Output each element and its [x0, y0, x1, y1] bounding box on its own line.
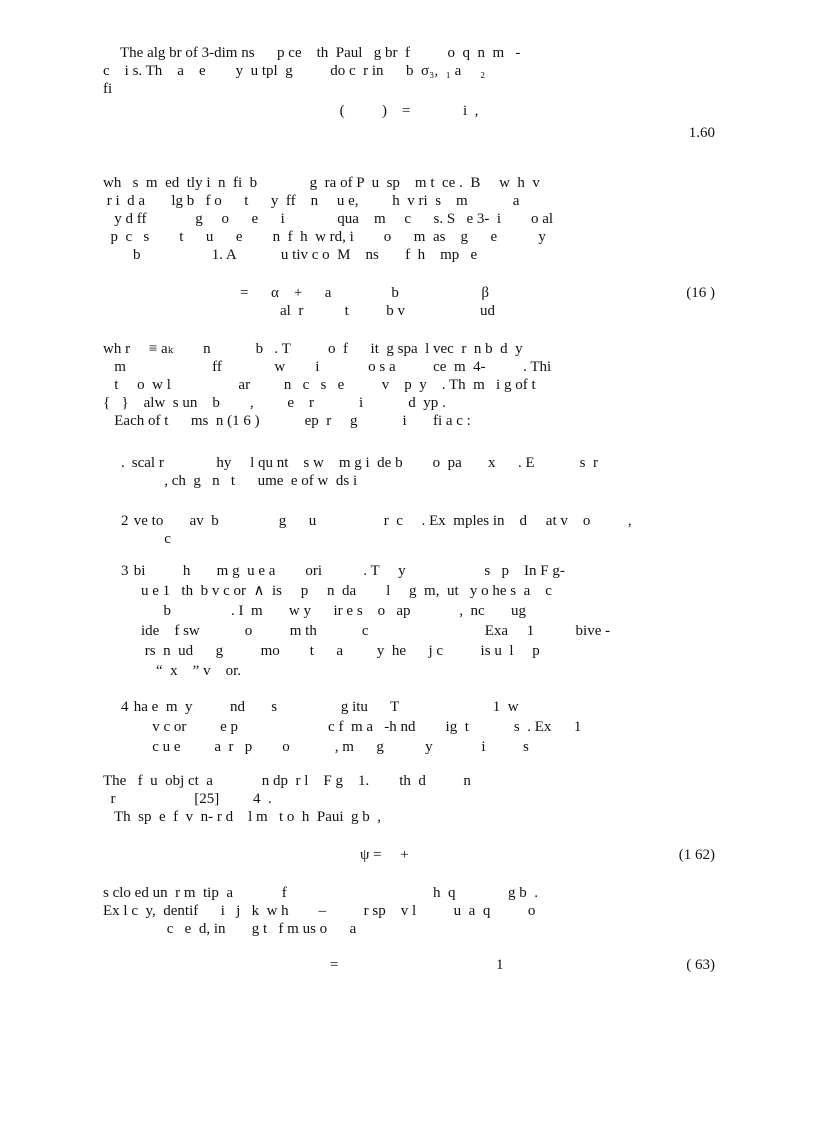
equation-number: 1.60 — [688, 125, 715, 141]
list-item-text: c u e a r p o , m g y i s — [141, 739, 529, 755]
text-line: y d ff g o e i qua m c s. S e 3- i o al — [103, 211, 554, 227]
list-item-text: ha e m y nd s g itu T 1 w — [130, 699, 519, 715]
text-line: Ex l c y, dentif i j k w h – r sp v l u a q o — [103, 903, 536, 919]
list-item-text: ve to av b g u r c . Ex mples in d at v o , — [130, 513, 632, 529]
text-line: b 1. A u tiv c o M ns f h mp e — [103, 247, 478, 263]
equation-1-60: ( ) = i , — [339, 103, 479, 119]
equation-number: (1 62) — [678, 847, 715, 863]
text-line: r [25] 4 . — [103, 791, 272, 807]
list-item-number: 4 — [121, 699, 129, 715]
text-line: c i s. Th a e y u tpl g do c r in b σ₃, ₁ a ₂ — [103, 63, 486, 79]
equation-underbrace-labels: al r t b v ud — [280, 303, 495, 319]
equation-number: ( 63) — [686, 957, 715, 973]
list-item-text: b . I m w y ir e s o ap , nc ug — [141, 603, 526, 619]
list-item-text: u e 1 th b v c or ∧ is p n da l g m, ut y o he s a c — [141, 583, 552, 599]
list-item-number: 3 — [121, 563, 129, 579]
equation-1-61: = α + a b β — [240, 285, 490, 301]
equation-number: (16 ) — [686, 285, 715, 301]
list-item-number: . — [121, 455, 125, 471]
text-line: { } alw s un b , e r i d yp . — [103, 395, 446, 411]
text-line: fi — [103, 81, 113, 97]
list-item-text: rs n ud g mo t a y he j c is u l p — [141, 643, 540, 659]
equation-1-62: ψ = + — [360, 847, 409, 863]
text-line: c e d, in g t f m us o a — [103, 921, 357, 937]
text-line: r i d a lg b f o t y ff n u e, h v ri s m a — [103, 193, 520, 209]
list-item-text: bi h m g u e a ori . T y s p In F g- — [130, 563, 565, 579]
list-item-text: c — [138, 531, 171, 547]
list-item-text: ide f sw o m th c Exa 1 bive - — [141, 623, 611, 639]
list-item-text: scal r hy l qu nt s w m g i de b o pa x . E s r — [128, 455, 598, 471]
text-line: m ff w i o s a ce m 4- . Thi — [103, 359, 552, 375]
list-item-number: 2 — [121, 513, 129, 529]
text-line: s clo ed un r m tip a f h q g b . — [103, 885, 538, 901]
text-line: Th sp e f v n- r d l m t o h Paui g b , — [103, 809, 382, 825]
text-line: t o w l ar n c s e v p y . Th m i g of t — [103, 377, 536, 393]
list-item-text: , ch g n t ume e of w ds i — [138, 473, 358, 489]
text-line: Each of t ms n (1 6 ) ep r g i fi a c : — [103, 413, 471, 429]
list-item-text: v c or e p c f m a -h nd ig t s . Ex 1 — [141, 719, 582, 735]
text-line: The alg br of 3-dim ns p ce th Paul g br f o q n m - — [120, 45, 521, 61]
text-line: p c s t u e n f h w rd, i o m as g e y — [103, 229, 546, 245]
text-line: The f u obj ct a n dp r l F g 1. th d n — [103, 773, 471, 789]
text-line: wh s m ed tly i n fi b g ra of P u sp m t ce . B w h v — [103, 175, 540, 191]
equation-1-63: = 1 — [330, 957, 504, 973]
text-line: wh r ≡ aₖ n b . T o f it g spa l vec r n b d y — [103, 341, 523, 357]
list-item-text: “ x ” v or. — [141, 663, 241, 679]
